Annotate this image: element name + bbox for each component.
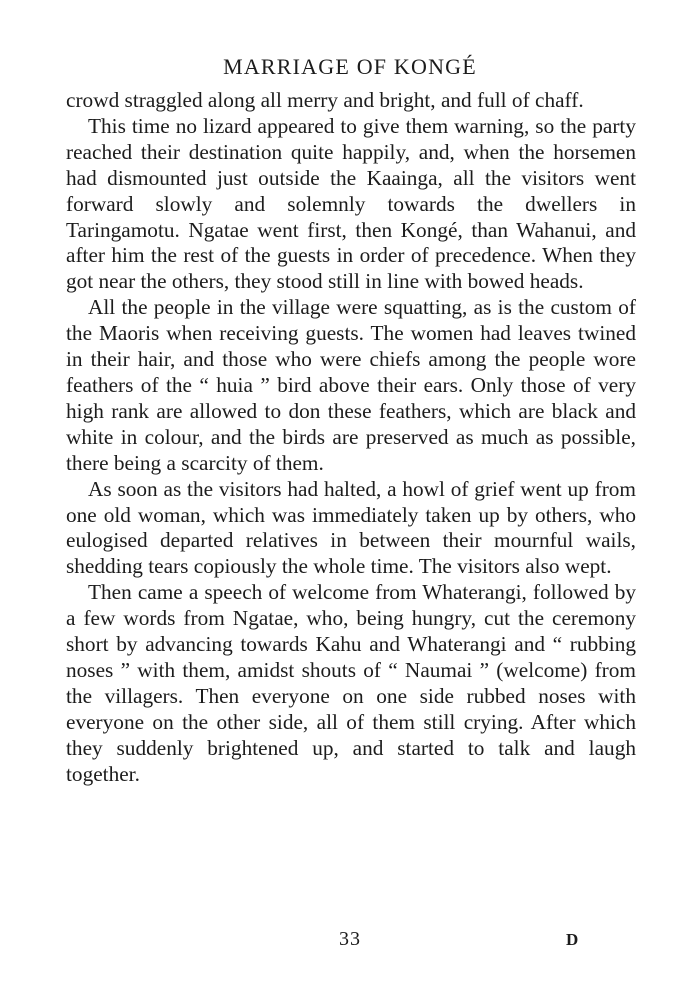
page-number: 33: [339, 928, 361, 950]
body-text: [66, 88, 636, 787]
paragraph-2: This time no lizard appeared to give them warning, so the party reached their destination quite happily, and, when the horsemen had dismounted just outside the Kaainga, all the visitors went forward slowly and solemnly towards the dwellers in Taringamotu. Ngatae went first, then Kongé, than Wahanui, and after him the rest of the guests in order of precedence. When they got near the others, they stood still in line with bowed heads.: [66, 113, 636, 294]
paragraph-1: crowd straggled along all merry and bright, and full of chaff.: [66, 88, 584, 112]
signature-mark: D: [566, 930, 579, 949]
paragraph-3: All the people in the village were squatting, as is the custom of the Maoris when receiving guests. The women had leaves twined in their hair, and those who were chiefs among the people wore feathers of the “ huia ” bird above their ears. Only those of very high rank are allowed to don these feathers, which are black and white in colour, and the birds are preserved as much as possible, there being a scarcity of them.: [66, 295, 636, 475]
running-head: MARRIAGE OF KONGÉ: [223, 54, 477, 79]
paragraph-4: As soon as the visitors had halted, a howl of grief went up from one old woman, which was immediately taken up by others, who eulogised departed relatives in between their mournful wails, shedding tears copiously the whole time. The visitors also wept.: [66, 476, 636, 579]
paragraph-5: Then came a speech of welcome from Whaterangi, followed by a few words from Ngatae, who, being hungry, cut the ceremony short by advancing towards Kahu and Whaterangi and “ rubbing noses ” with them, amidst shouts of “ Naumai ” (welcome) from the villagers. Then everyone on one side rubbed noses with everyone on the other side, all of them still crying. After which they suddenly brightened up, and started to talk and laugh together.: [66, 580, 636, 786]
